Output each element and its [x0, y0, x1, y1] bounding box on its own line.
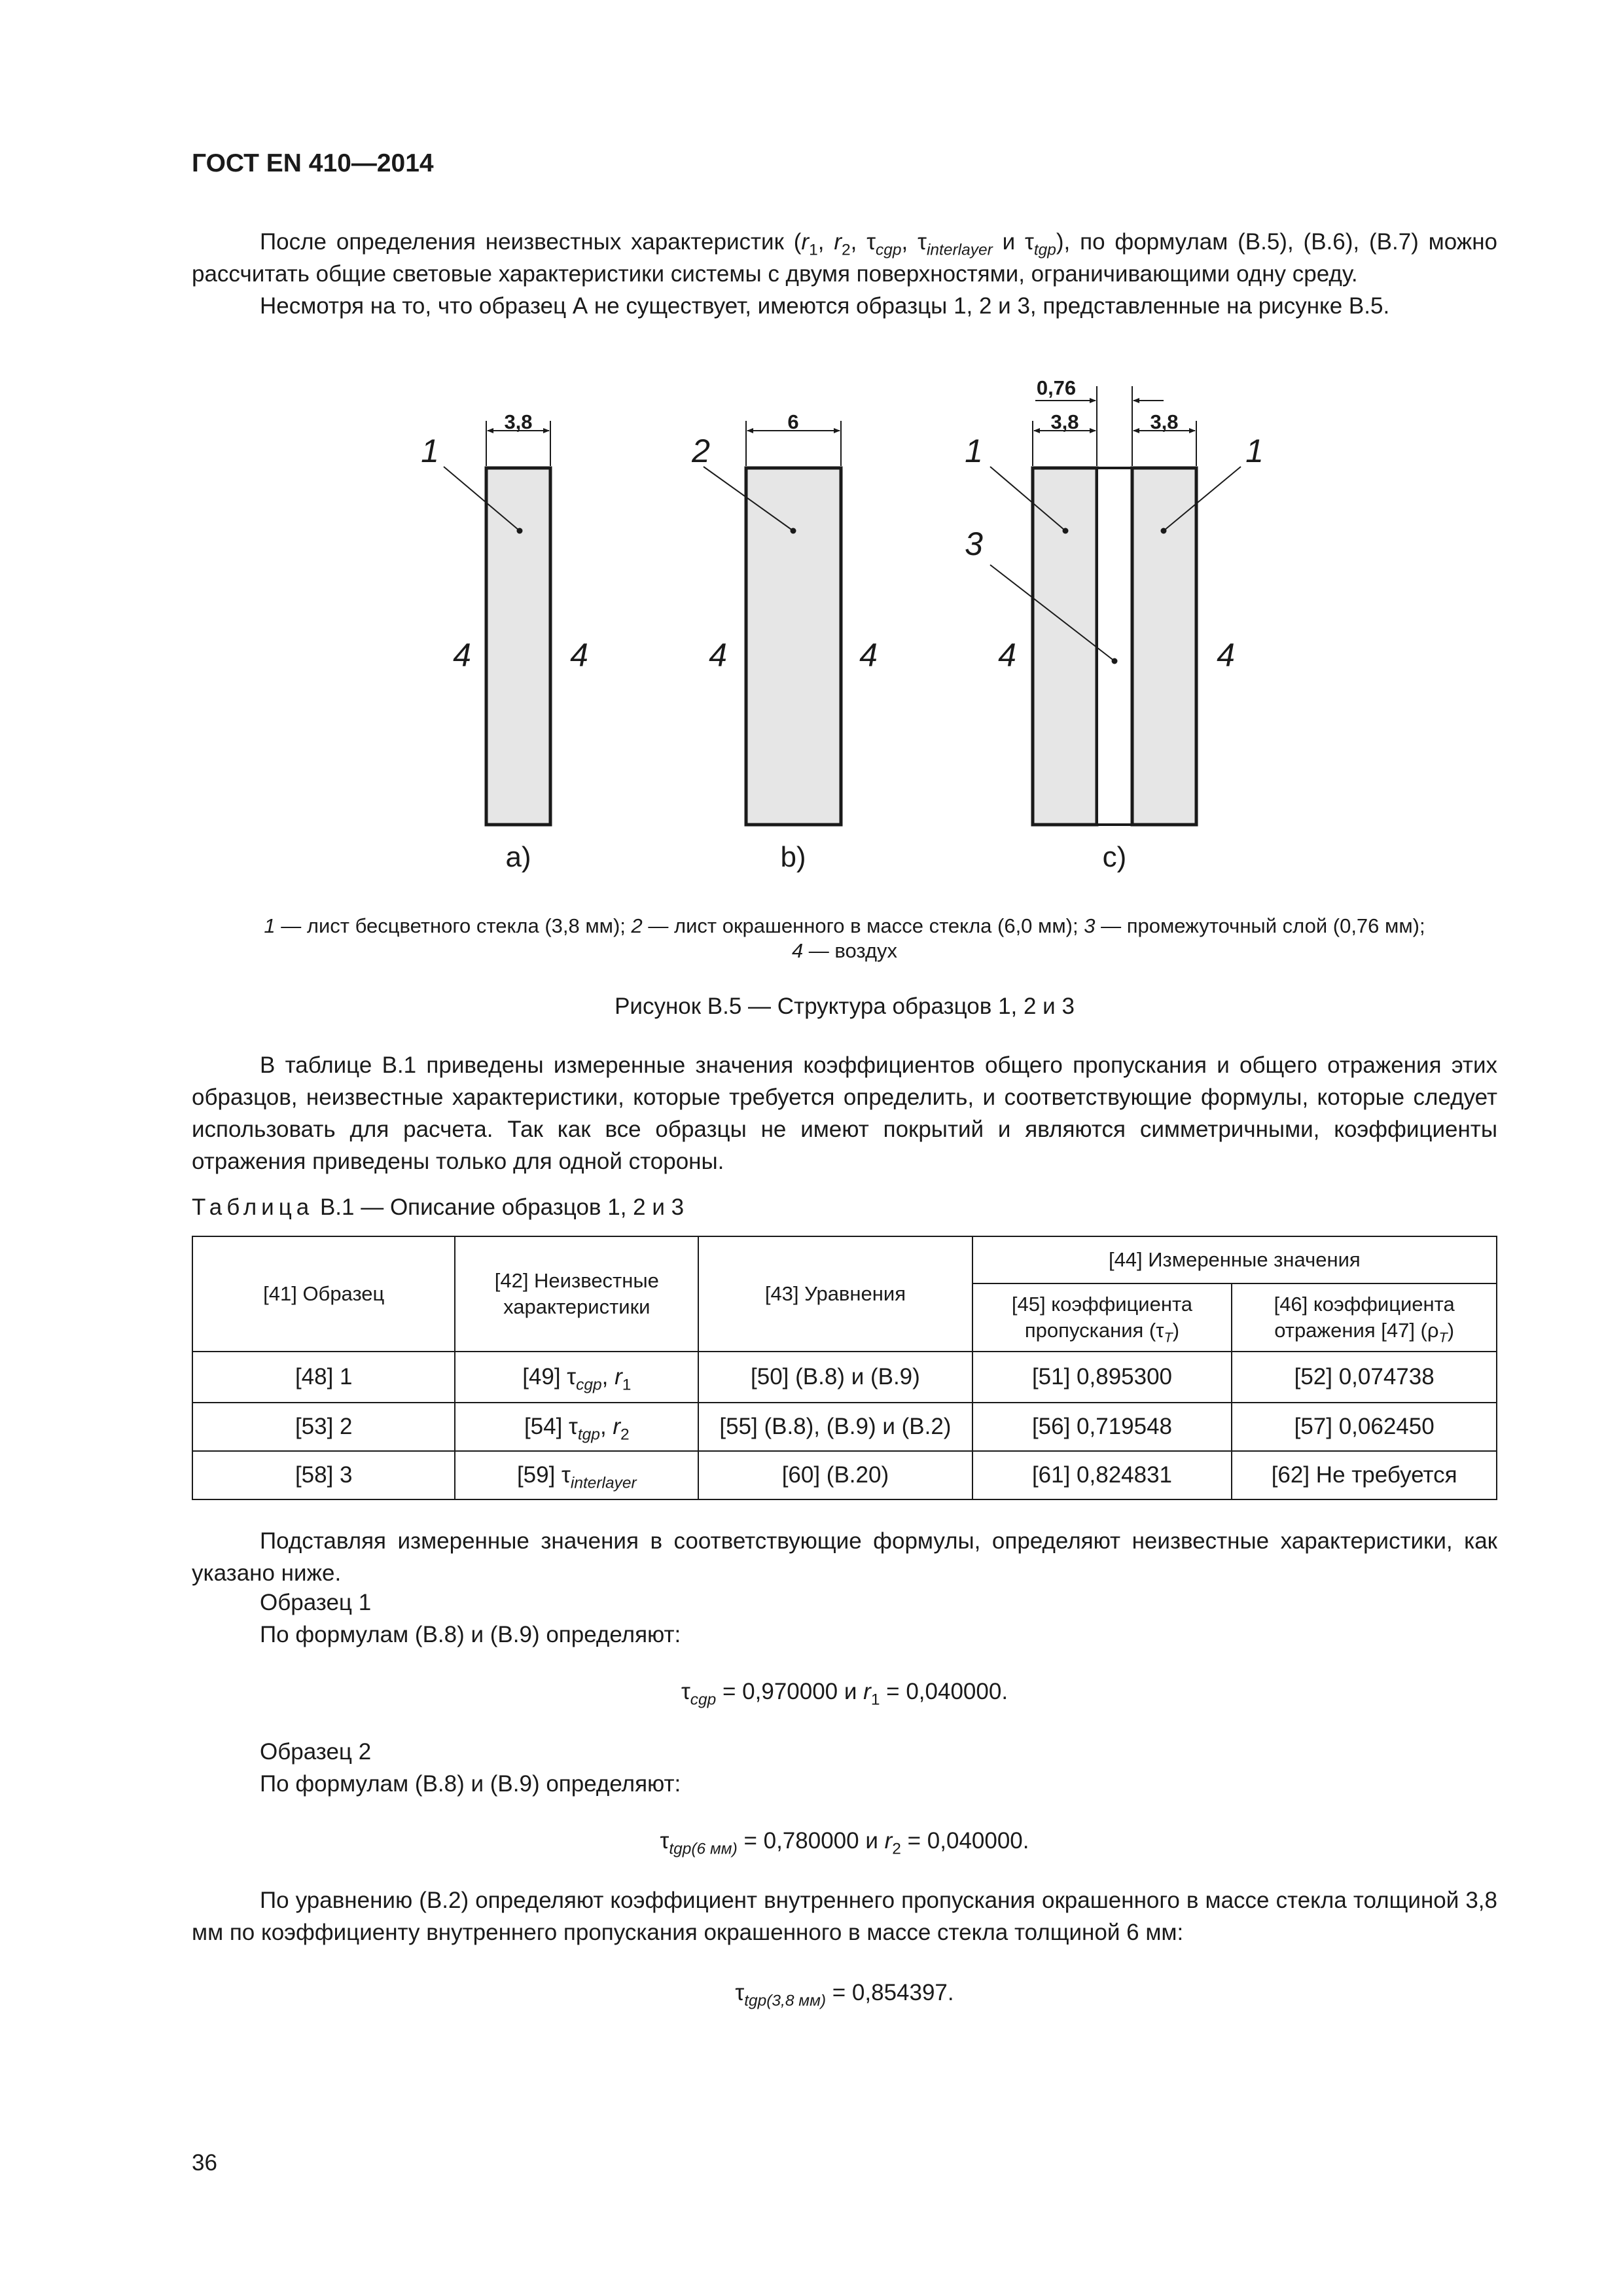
sample-2-heading: Образец 2	[260, 1739, 372, 1765]
equation-b2-paragraph: По уравнению (B.2) определяют коэффициент внутреннего пропускания окрашенного в массе стекла толщиной 3,8 мм по коэффициенту внутреннего пропускания окрашенного в массе стекла толщиной 6 мм:	[192, 1888, 1497, 1945]
figure-title: Рисунок B.5 — Структура образцов 1, 2 и 3	[615, 994, 1075, 1019]
header-reflectance: [46] коэффициента отражения [47] $(\rho_T)$	[1232, 1283, 1497, 1352]
equation-1: $\tau_{cgp} = 0,970000$ и $r_1 = 0,040000$.	[681, 1679, 1008, 1709]
part-label: 4	[998, 637, 1016, 673]
substitution-paragraph: Подставляя измеренные значения в соответствующие формулы, определяют неизвестные характеристики, как указано ниже.	[192, 1528, 1497, 1586]
cell-sample: [48] 1	[192, 1352, 455, 1403]
header-equations: [43] Уравнения	[698, 1236, 972, 1352]
cell-transmittance: [56] 0,719548	[972, 1403, 1232, 1451]
table-intro-paragraph: В таблице B.1 приведены измеренные значения коэффициентов общего пропускания и общего отражения этих образцов, неизвестные характеристики, которые требуется определить, и соответствующие формулы, которые следует использовать для расчета. Так как все образцы не имеют покрытий и являются симметричными, коэффициенты отражения приведены только для одной стороны.	[192, 1052, 1497, 1174]
cell-unknowns: [49] $\tau_{cgp}$, $r_1$	[455, 1352, 698, 1403]
cell-reflectance: [62] Не требуется	[1232, 1451, 1497, 1499]
cell-equations: [60] (B.20)	[698, 1451, 972, 1499]
equation-2: $\tau_{tgp(6 мм)} = 0,780000$ и $r_2 = 0,040000$.	[660, 1828, 1029, 1858]
part-label: 4	[1217, 637, 1235, 673]
cell-unknowns: [59] $\tau_{interlayer}$	[455, 1451, 698, 1499]
dim-label: 3,8	[1050, 410, 1079, 433]
part-label: 4	[453, 637, 471, 673]
part-label: 1	[965, 433, 983, 469]
panel-caption: b)	[780, 841, 806, 873]
figure-legend-line-2: 4 — воздух	[791, 939, 898, 962]
intro-paragraph-1: После определения неизвестных характеристик ($r_1$, $r_2$, $\tau_{cgp}$, $\tau_{interlayer}$ и $\tau_{tgp}$), по формулам (B.5), (B.6), (B.7) можно рассчитать общие световые характеристики системы с двумя поверхностями, ограничивающими одну среду.	[192, 229, 1498, 287]
table-caption: Таблица B.1 — Описание образцов 1, 2 и 3	[192, 1194, 685, 1220]
part-label: 4	[859, 637, 878, 673]
part-label: 1	[1245, 433, 1264, 469]
formulas-text-2: По формулам (B.8) и (B.9) определяют:	[260, 1771, 681, 1797]
dim-label: 3,8	[504, 410, 533, 433]
cell-unknowns: [54] $\tau_{tgp}$, $r_2$	[455, 1403, 698, 1451]
samples-table	[192, 1236, 1497, 1500]
cell-transmittance: [51] 0,895300	[972, 1352, 1232, 1403]
part-label: 1	[421, 433, 439, 469]
header-unknowns: [42] Неизвестные характеристики	[455, 1236, 698, 1352]
dim-label: 0,76	[1036, 376, 1077, 399]
cell-sample: [58] 3	[192, 1451, 455, 1499]
panel-caption: a)	[505, 841, 531, 873]
panel-caption: c)	[1102, 841, 1127, 873]
part-label: 4	[709, 637, 727, 673]
part-label: 4	[570, 637, 588, 673]
dim-label: 6	[787, 410, 799, 433]
sample-1-heading: Образец 1	[260, 1590, 372, 1615]
dim-label: 3,8	[1150, 410, 1179, 433]
page-header: ГОСТ EN 410—2014	[192, 149, 434, 177]
part-label: 2	[692, 433, 710, 469]
intro-paragraph-2: Несмотря на то, что образец А не существует, имеются образцы 1, 2 и 3, представленные на рисунке B.5.	[260, 293, 1390, 319]
cell-reflectance: [52] 0,074738	[1232, 1352, 1497, 1403]
cell-reflectance: [57] 0,062450	[1232, 1403, 1497, 1451]
part-label: 3	[965, 526, 983, 562]
cell-sample: [53] 2	[192, 1403, 455, 1451]
figure-b5	[0, 367, 1623, 890]
cell-equations: [50] (B.8) и (B.9)	[698, 1352, 972, 1403]
header-transmittance: [45] коэффициента пропускания $(\tau_T)$	[972, 1283, 1232, 1352]
figure-legend-line-1: 1 — лист бесцветного стекла (3,8 мм); 2 — лист окрашенного в массе стекла (6,0 мм); 3 — промежуточный слой (0,76 мм);	[264, 914, 1425, 937]
page-number: 36	[192, 2150, 217, 2176]
formulas-text-1: По формулам (B.8) и (B.9) определяют:	[260, 1622, 681, 1647]
header-sample: [41] Образец	[192, 1236, 455, 1352]
header-measured: [44] Измеренные значения	[972, 1236, 1497, 1283]
cell-equations: [55] (B.8), (B.9) и (B.2)	[698, 1403, 972, 1451]
cell-transmittance: [61] 0,824831	[972, 1451, 1232, 1499]
equation-3: $\tau_{tgp(3,8 мм)} = 0,854397$.	[735, 1980, 954, 2010]
